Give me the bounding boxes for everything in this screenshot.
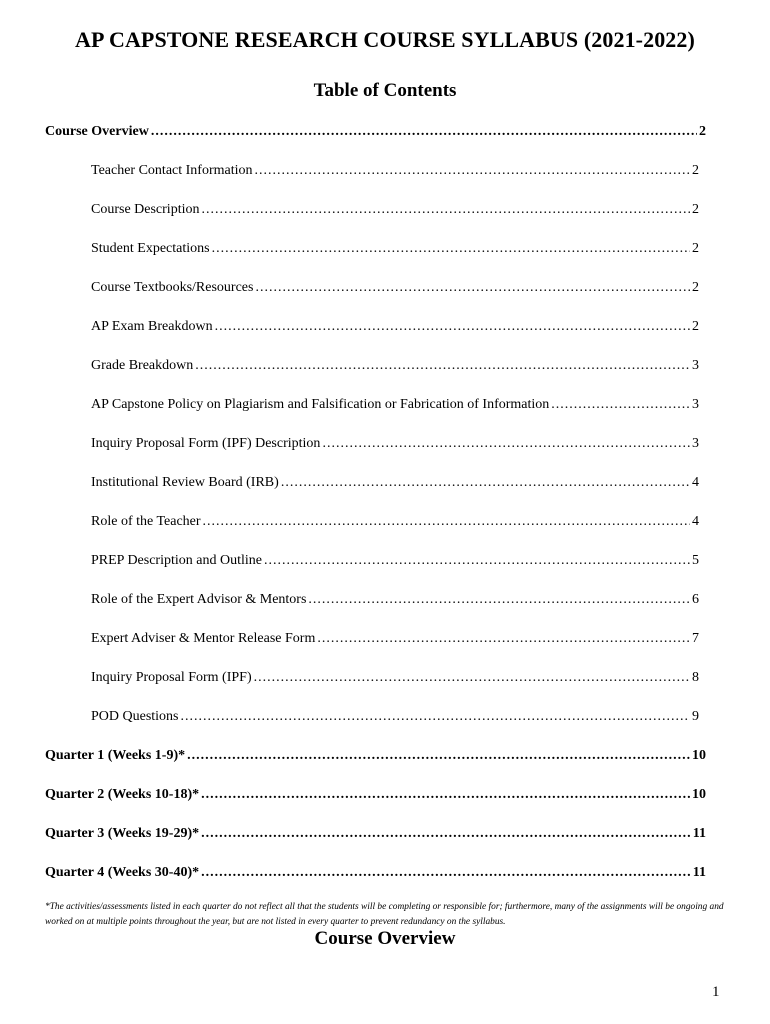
toc-entry-ipf[interactable] <box>91 670 699 690</box>
document-title: AP CAPSTONE RESEARCH COURSE SYLLABUS (2021-2022) <box>75 27 695 52</box>
toc-page-number: 2 <box>692 280 699 295</box>
toc-page-number: 2 <box>699 124 706 139</box>
toc-entry-ap-exam-breakdown[interactable] <box>91 319 699 339</box>
toc-entry-irb[interactable] <box>91 475 699 495</box>
toc-leader <box>255 280 690 296</box>
toc-entry-textbooks[interactable] <box>91 280 699 300</box>
toc-page-number: 3 <box>692 358 699 373</box>
toc-entry-role-of-teacher[interactable] <box>91 514 699 534</box>
toc-entry-pod-questions[interactable] <box>91 709 699 729</box>
toc-entry-student-expectations[interactable] <box>91 241 699 261</box>
toc-entry-plagiarism-policy[interactable] <box>91 397 699 417</box>
toc-leader <box>212 241 690 257</box>
toc-page-number: 11 <box>692 826 706 841</box>
toc-leader <box>551 397 690 413</box>
toc-entry-prep-description[interactable] <box>91 553 699 573</box>
page-number: 1 <box>712 984 720 1000</box>
toc-page-number: 2 <box>692 319 699 334</box>
toc-page-number: 2 <box>692 241 699 256</box>
toc-leader <box>195 358 690 374</box>
toc-leader <box>254 670 690 686</box>
toc-label: POD Questions <box>91 709 179 724</box>
toc-page-number: 3 <box>692 436 699 451</box>
toc-leader <box>281 475 690 491</box>
toc-entry-grade-breakdown[interactable] <box>91 358 699 378</box>
toc-leader <box>181 709 690 725</box>
toc-label: Quarter 3 (Weeks 19-29)* <box>45 826 200 841</box>
toc-page-number: 6 <box>692 592 699 607</box>
toc-label: Quarter 4 (Weeks 30-40)* <box>45 865 200 880</box>
toc-entry-quarter-2[interactable] <box>45 787 706 807</box>
toc-entry-teacher-contact[interactable] <box>91 163 699 183</box>
toc-label: Student Expectations <box>91 241 210 256</box>
toc-page-number: 4 <box>692 475 699 490</box>
toc-leader <box>308 592 690 608</box>
toc-leader <box>187 748 690 764</box>
toc-leader <box>317 631 690 647</box>
toc-leader <box>264 553 690 569</box>
toc-entry-quarter-1[interactable] <box>45 748 706 768</box>
toc-leader <box>203 514 690 530</box>
toc-label: Quarter 1 (Weeks 1-9)* <box>45 748 186 763</box>
toc-leader <box>201 865 691 881</box>
toc-label: Teacher Contact Information <box>91 163 253 178</box>
toc-entry-course-overview[interactable] <box>45 124 706 144</box>
toc-entry-release-form[interactable] <box>91 631 699 651</box>
toc-label: Role of the Teacher <box>91 514 201 529</box>
quarter-footnote: *The activities/assessments listed in each quarter do not reflect all that the students will be completing or responsible for; furthermore, many of the assignments will be ongoing and worked on at multiple points throughout the year, but are not listed in every quarter to prevent redundancy on the syllabus. <box>45 902 724 927</box>
toc-entry-course-description[interactable] <box>91 202 699 222</box>
toc-entry-ipf-description[interactable] <box>91 436 699 456</box>
toc-leader <box>201 787 690 803</box>
toc-leader <box>201 826 691 842</box>
toc-leader <box>215 319 690 335</box>
toc-label: PREP Description and Outline <box>91 553 262 568</box>
toc-leader <box>201 202 690 218</box>
toc-label: Role of the Expert Advisor & Mentors <box>91 592 307 607</box>
toc-label: Inquiry Proposal Form (IPF) <box>91 670 252 685</box>
toc-leader <box>151 124 697 140</box>
toc-label: AP Capstone Policy on Plagiarism and Falsification or Fabrication of Information <box>91 397 550 412</box>
toc-label: Quarter 2 (Weeks 10-18)* <box>45 787 200 802</box>
toc-label: Course Overview <box>45 124 149 139</box>
toc-page-number: 5 <box>692 553 699 568</box>
toc-page-number: 4 <box>692 514 699 529</box>
toc-label: Institutional Review Board (IRB) <box>91 475 279 490</box>
toc-page-number: 10 <box>692 748 706 763</box>
toc-page-number: 8 <box>692 670 699 685</box>
toc-label: Expert Adviser & Mentor Release Form <box>91 631 316 646</box>
toc-label: AP Exam Breakdown <box>91 319 213 334</box>
toc-leader <box>255 163 690 179</box>
toc-heading: Table of Contents <box>313 80 457 101</box>
toc-page-number: 9 <box>692 709 699 724</box>
toc-label: Course Textbooks/Resources <box>91 280 254 295</box>
toc-page-number: 7 <box>692 631 699 646</box>
toc-label: Course Description <box>91 202 200 217</box>
toc-label: Inquiry Proposal Form (IPF) Description <box>91 436 321 451</box>
toc-entry-expert-advisor-role[interactable] <box>91 592 699 612</box>
toc-entry-quarter-3[interactable] <box>45 826 706 846</box>
toc-page-number: 3 <box>692 397 699 412</box>
toc-entry-quarter-4[interactable] <box>45 865 706 885</box>
toc-page-number: 2 <box>692 202 699 217</box>
toc-label: Grade Breakdown <box>91 358 194 373</box>
toc-leader <box>322 436 690 452</box>
toc-page-number: 11 <box>692 865 706 880</box>
toc-page-number: 2 <box>692 163 699 178</box>
course-overview-heading: Course Overview <box>314 928 456 949</box>
toc-page-number: 10 <box>692 787 706 802</box>
